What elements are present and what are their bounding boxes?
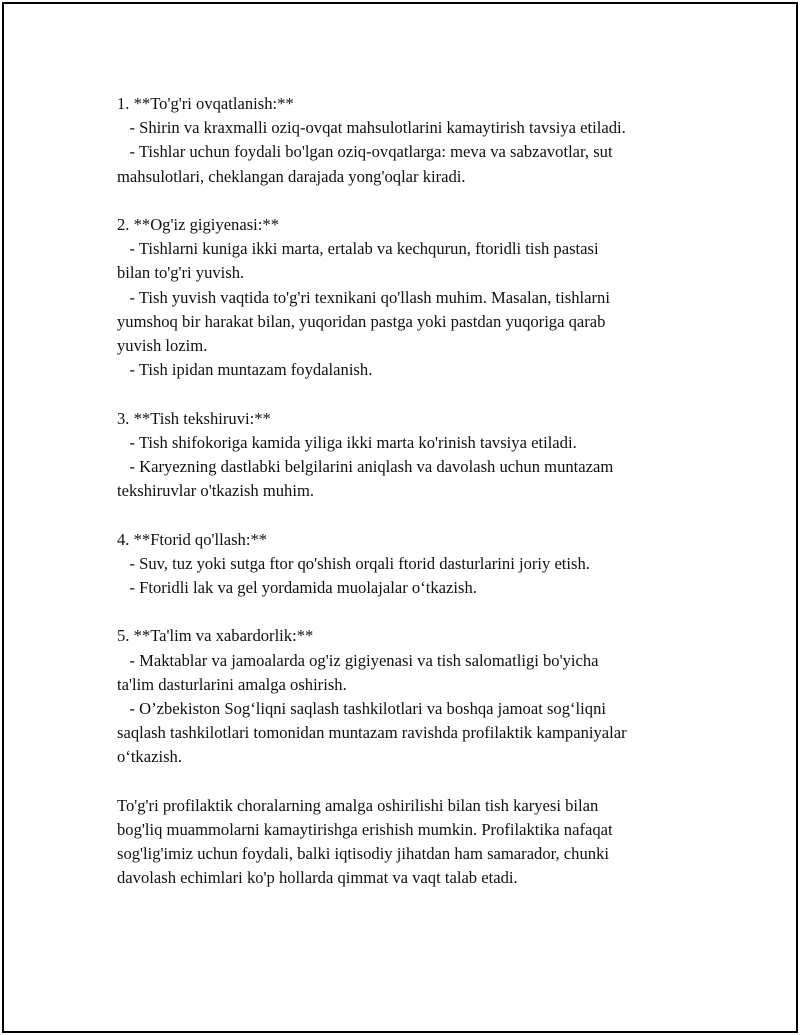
section-dental-checkup <box>117 407 717 504</box>
section-line: bilan to'g'ri yuvish. <box>117 263 245 283</box>
conclusion-line: sog'lig'imiz uchun foydali, balki iqtisodiy jihatdan ham samarador, chunki <box>117 844 609 864</box>
section-line: o‘tkazish. <box>117 747 182 767</box>
section-line: - Shirin va kraxmalli oziq-ovqat mahsulotlarini kamaytirish tavsiya etiladi. <box>117 118 626 138</box>
section-line: yuvish lozim. <box>117 336 208 356</box>
section-line: mahsulotlari, cheklangan darajada yong'oqlar kiradi. <box>117 166 466 186</box>
section-education <box>117 624 717 769</box>
section-heading: 1. **To'g'ri ovqatlanish:** <box>117 94 294 113</box>
section-line: - Tishlarni kuniga ikki marta, ertalab va kechqurun, ftoridli tish pastasi <box>117 239 599 259</box>
section-line: - Tish shifokoriga kamida yiliga ikki marta ko'rinish tavsiya etiladi. <box>117 432 577 452</box>
section-line: saqlash tashkilotlari tomonidan muntazam ravishda profilaktik kampaniyalar <box>117 723 627 743</box>
section-line: yumshoq bir harakat bilan, yuqoridan pastga yoki pastdan yuqoriga qarab <box>117 311 606 331</box>
section-healthy-eating <box>117 92 717 189</box>
section-line: - O’zbekiston Sog‘liqni saqlash tashkilotlari va boshqa jamoat sog‘liqni <box>117 699 606 719</box>
section-oral-hygiene <box>117 213 717 382</box>
conclusion-paragraph <box>117 794 717 891</box>
section-line: - Maktablar va jamoalarda og'iz gigiyenasi va tish salomatligi bo'yicha <box>117 650 599 670</box>
section-line: ta'lim dasturlarini amalga oshirish. <box>117 674 347 694</box>
conclusion-line: To'g'ri profilaktik choralarning amalga oshirilishi bilan tish karyesi bilan <box>117 795 599 815</box>
section-line: - Ftoridli lak va gel yordamida muolajalar o‘tkazish. <box>117 578 477 598</box>
section-heading: 4. **Ftorid qo'llash:** <box>117 529 268 549</box>
section-line: - Karyezning dastlabki belgilarini aniqlash va davolash uchun muntazam <box>117 457 614 477</box>
section-heading: 2. **Og'iz gigiyenasi:** <box>117 215 279 234</box>
section-line: - Tishlar uchun foydali bo'lgan oziq-ovqatlarga: meva va sabzavotlar, sut <box>117 142 613 162</box>
section-line: - Tish ipidan muntazam foydalanish. <box>117 360 373 380</box>
section-line: - Suv, tuz yoki sutga ftor qo'shish orqali ftorid dasturlarini joriy etish. <box>117 553 590 573</box>
section-line: - Tish yuvish vaqtida to'g'ri texnikani qo'llash muhim. Masalan, tishlarni <box>117 287 610 307</box>
section-line: tekshiruvlar o'tkazish muhim. <box>117 481 315 501</box>
conclusion-line: bog'liq muammolarni kamaytirishga erishish mumkin. Profilaktika nafaqat <box>117 820 613 840</box>
document-body <box>117 92 717 915</box>
conclusion-line: davolash echimlari ko'p hollarda qimmat va vaqt talab etadi. <box>117 868 518 888</box>
section-heading: 5. **Ta'lim va xabardorlik:** <box>117 626 314 646</box>
section-heading: 3. **Tish tekshiruvi:** <box>117 408 271 428</box>
section-fluoride <box>117 528 717 601</box>
